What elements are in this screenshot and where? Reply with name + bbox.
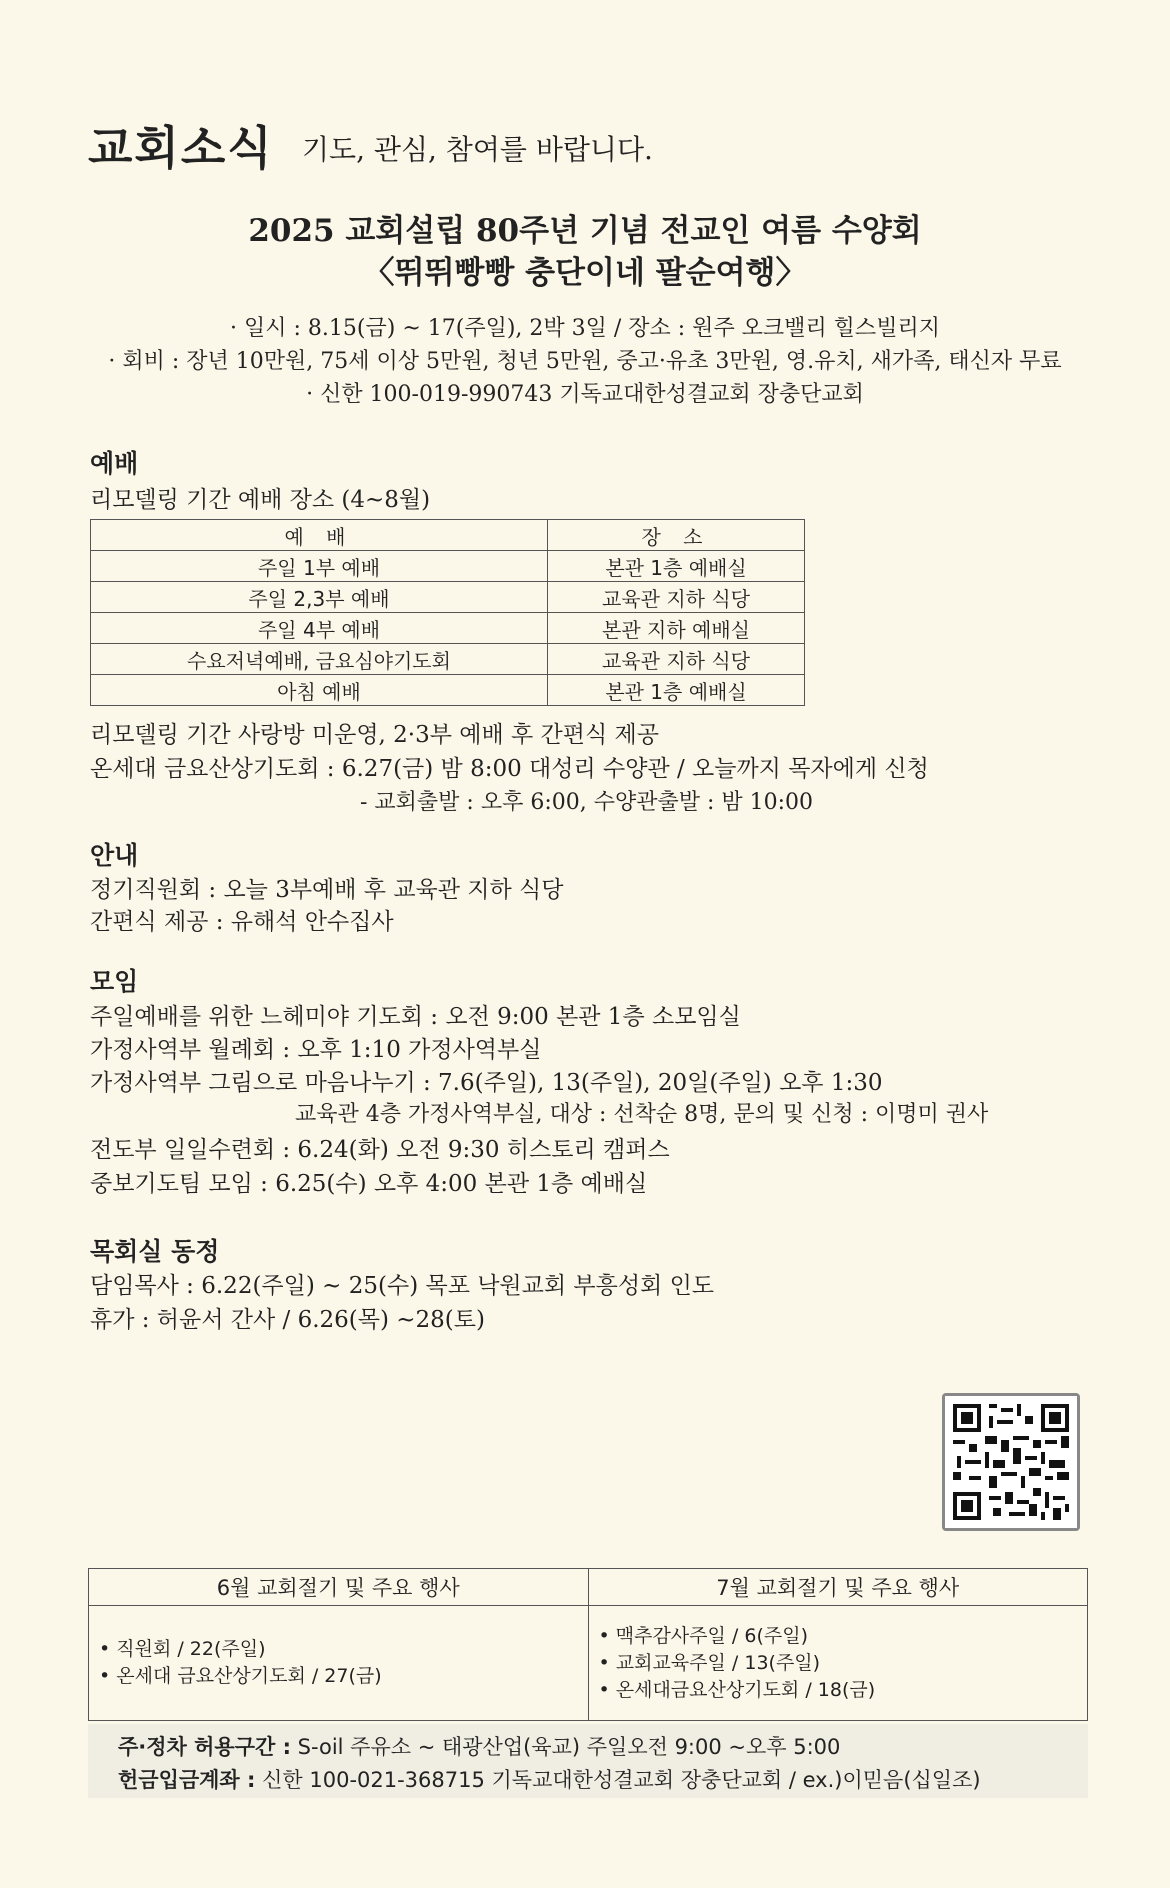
table-cell: 본관 지하 예배실 bbox=[547, 613, 804, 644]
meeting-item-continued: 교육관 4층 가정사역부실, 대상 : 선착순 8명, 문의 및 신청 : 이명미 권사 bbox=[295, 1102, 989, 1127]
events-table bbox=[88, 1568, 1088, 1721]
page-title: 교회소식 bbox=[88, 121, 274, 175]
event-detail-fee: · 회비 : 장년 10만원, 75세 이상 5만원, 청년 5만원, 중고·유초 3만원, 영.유치, 새가족, 태신자 무료 bbox=[108, 349, 1062, 374]
table-cell: 본관 1층 예배실 bbox=[547, 551, 804, 582]
table-cell: 아침 예배 bbox=[91, 675, 548, 706]
june-events-header: 6월 교회절기 및 주요 행사 bbox=[89, 1569, 589, 1606]
guide-item: 간편식 제공 : 유해석 안수집사 bbox=[90, 909, 394, 935]
table-header-cell: 장 소 bbox=[547, 520, 804, 551]
worship-intro: 리모델링 기간 예배 장소 (4~8월) bbox=[90, 487, 431, 513]
table-header-row bbox=[89, 1569, 1088, 1606]
list-item: • 온세대 금요산상기도회 / 27(금) bbox=[99, 1663, 587, 1690]
qr-code[interactable] bbox=[942, 1393, 1080, 1531]
table-cell: 주일 2,3부 예배 bbox=[91, 582, 548, 613]
footer-info bbox=[88, 1724, 1088, 1798]
list-item: • 온세대금요산상기도회 / 18(금) bbox=[599, 1677, 1087, 1704]
list-item: • 직원회 / 22(주일) bbox=[99, 1636, 587, 1663]
parking-info bbox=[118, 1731, 840, 1761]
table-row bbox=[89, 1606, 1088, 1721]
meeting-item: 가정사역부 그림으로 마음나누기 : 7.6(주일), 13(주일), 20일(주일) 오후 1:30 bbox=[90, 1070, 883, 1096]
guide-item: 정기직원회 : 오늘 3부예배 후 교육관 지하 식당 bbox=[90, 877, 564, 903]
event-title-line2: 〈뛰뛰빵빵 충단이네 팔순여행〉 bbox=[363, 255, 807, 291]
table-cell: 교육관 지하 식당 bbox=[547, 582, 804, 613]
meeting-item: 가정사역부 월례회 : 오후 1:10 가정사역부실 bbox=[90, 1037, 542, 1063]
table-row bbox=[91, 613, 805, 644]
account-info bbox=[118, 1764, 981, 1794]
table-cell: 수요저녁예배, 금요심야기도회 bbox=[91, 644, 548, 675]
pastor-item: 담임목사 : 6.22(주일) ~ 25(수) 목포 낙원교회 부흥성회 인도 bbox=[90, 1273, 715, 1299]
table-header-row bbox=[91, 520, 805, 551]
worship-table bbox=[90, 519, 805, 706]
parking-text: S-oil 주유소 ~ 태광산업(육교) 주일오전 9:00 ~오후 5:00 bbox=[291, 1735, 841, 1759]
account-text: 신한 100-021-368715 기독교대한성결교회 장충단교회 / ex.)이믿음(십일조) bbox=[255, 1768, 981, 1792]
table-header-cell: 예 배 bbox=[91, 520, 548, 551]
event-detail-account: · 신한 100-019-990743 기독교대한성결교회 장충단교회 bbox=[306, 382, 864, 407]
event-detail-date: · 일시 : 8.15(금) ~ 17(주일), 2박 3일 / 장소 : 원주 오크밸리 힐스빌리지 bbox=[230, 316, 940, 341]
pastors-heading: 목회실 동정 bbox=[90, 1237, 220, 1266]
table-cell: 교육관 지하 식당 bbox=[547, 644, 804, 675]
june-events-cell bbox=[89, 1606, 589, 1721]
july-events-header: 7월 교회절기 및 주요 행사 bbox=[588, 1569, 1088, 1606]
guide-heading: 안내 bbox=[90, 841, 139, 870]
worship-heading: 예배 bbox=[90, 449, 139, 478]
page-subtitle: 기도, 관심, 참여를 바랍니다. bbox=[302, 133, 653, 166]
account-label: 헌금입금계좌 : bbox=[118, 1768, 256, 1792]
worship-note-prayer: 온세대 금요산상기도회 : 6.27(금) 밤 8:00 대성리 수양관 / 오늘까지 목자에게 신청 bbox=[90, 756, 929, 782]
meetings-heading: 모임 bbox=[90, 967, 139, 996]
worship-note-departure: - 교회출발 : 오후 6:00, 수양관출발 : 밤 10:00 bbox=[360, 790, 814, 815]
meeting-item: 중보기도팀 모임 : 6.25(수) 오후 4:00 본관 1층 예배실 bbox=[90, 1171, 648, 1197]
event-title-line1: 2025 교회설립 80주년 기념 전교인 여름 수양회 bbox=[248, 213, 922, 249]
table-cell: 본관 1층 예배실 bbox=[547, 675, 804, 706]
table-cell: 주일 4부 예배 bbox=[91, 613, 548, 644]
july-events-cell bbox=[588, 1606, 1088, 1721]
pastor-item: 휴가 : 허윤서 간사 / 6.26(목) ~28(토) bbox=[90, 1307, 485, 1333]
list-item: • 교회교육주일 / 13(주일) bbox=[599, 1650, 1087, 1677]
list-item: • 맥추감사주일 / 6(주일) bbox=[599, 1623, 1087, 1650]
table-row bbox=[91, 644, 805, 675]
table-row bbox=[91, 675, 805, 706]
meeting-item: 전도부 일일수련회 : 6.24(화) 오전 9:30 히스토리 캠퍼스 bbox=[90, 1137, 670, 1163]
worship-note-remodel: 리모델링 기간 사랑방 미운영, 2·3부 예배 후 간편식 제공 bbox=[90, 722, 659, 748]
table-row bbox=[91, 551, 805, 582]
meeting-item: 주일예배를 위한 느헤미야 기도회 : 오전 9:00 본관 1층 소모임실 bbox=[90, 1004, 741, 1030]
qr-code-icon bbox=[945, 1396, 1077, 1528]
table-cell: 주일 1부 예배 bbox=[91, 551, 548, 582]
parking-label: 주·정차 허용구간 : bbox=[118, 1735, 291, 1759]
table-row bbox=[91, 582, 805, 613]
